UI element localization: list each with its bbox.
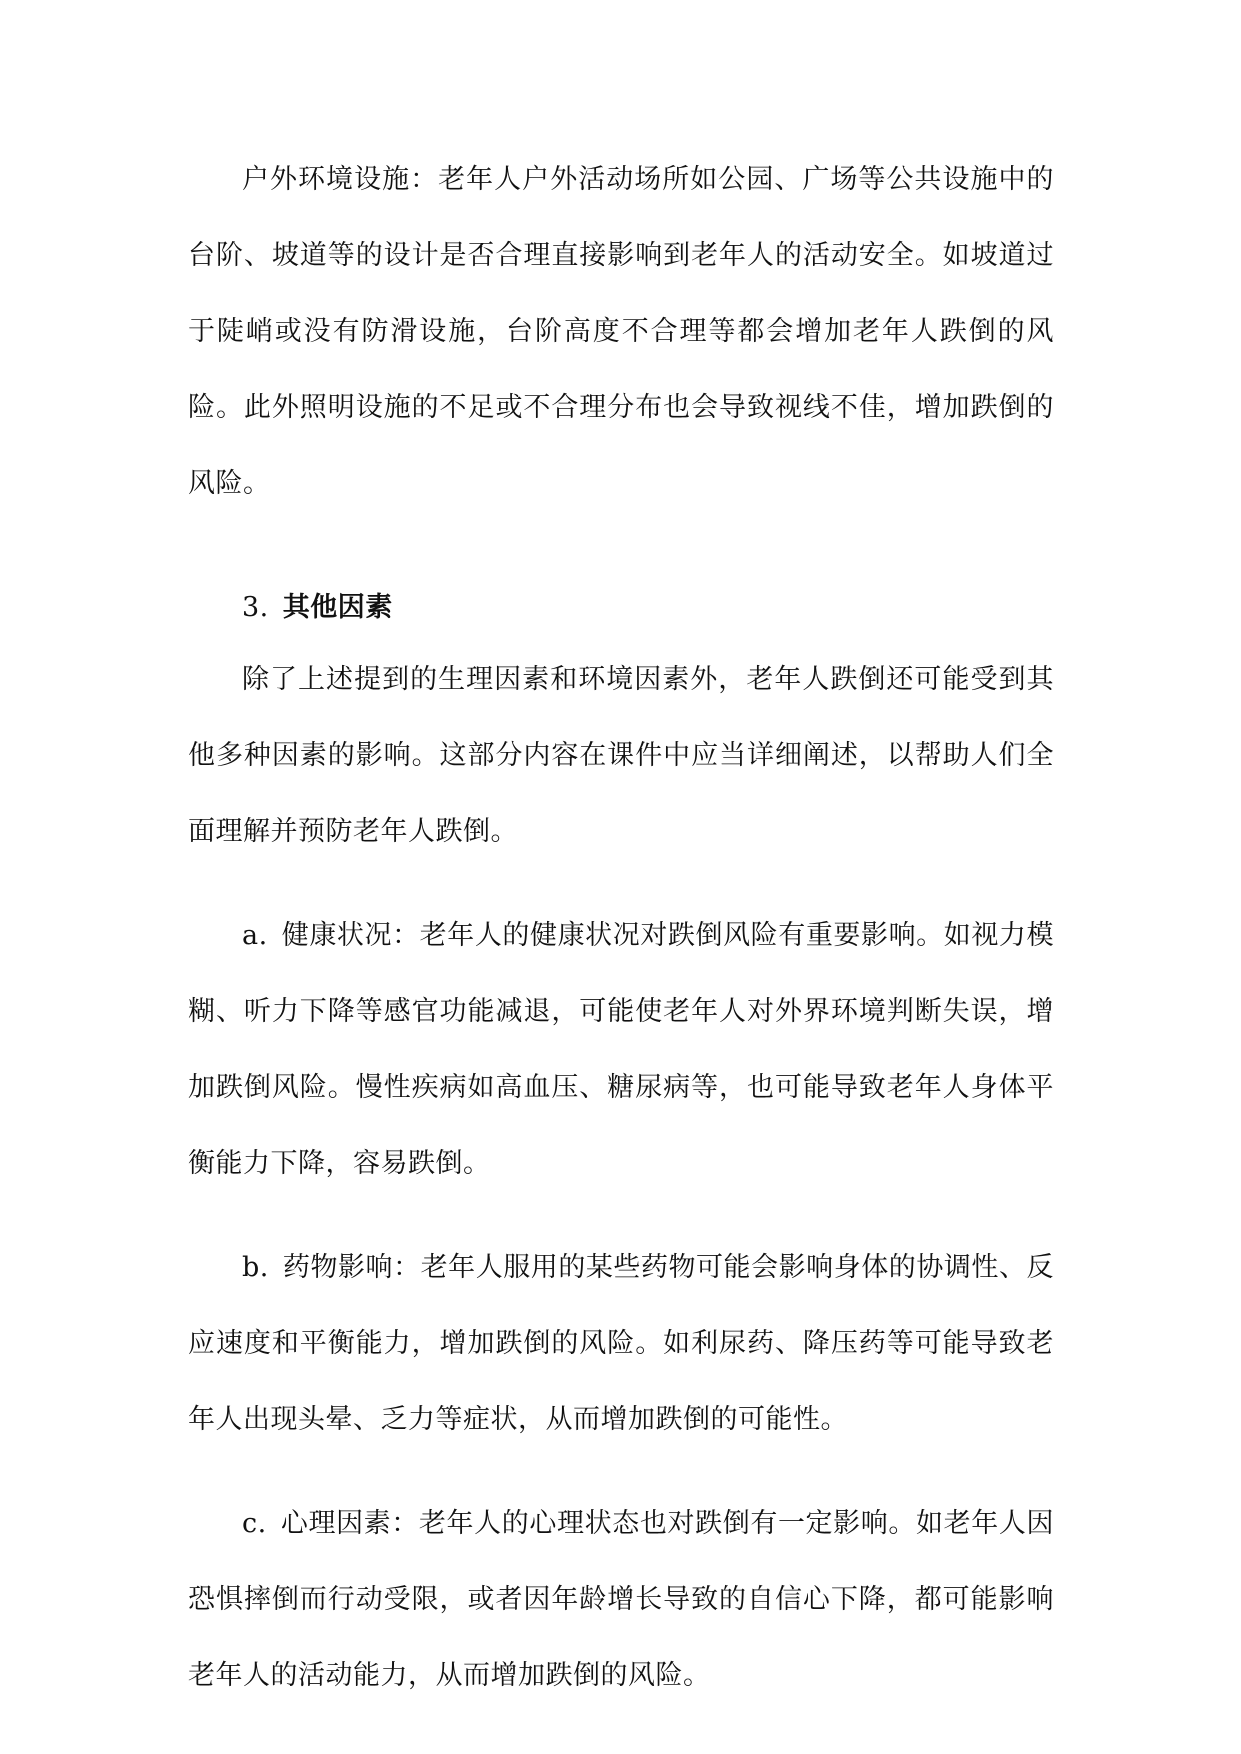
paragraph-outdoor-facilities: 户外环境设施：老年人户外活动场所如公园、广场等公共设施中的台阶、坡道等的设计是否合理直接影响到老年人的活动安全。如坡道过于陡峭或没有防滑设施，台阶高度不合理等都会增加老年人跌倒的风险。此外照明设施的不足或不合理分布也会导致视线不佳，增加跌倒的风险。 — [188, 164, 1054, 499]
section-heading-other-factors — [188, 578, 1054, 638]
section-number: 3. — [242, 592, 269, 623]
list-item-psychology — [188, 1486, 1054, 1714]
paragraph-other-factors-intro: 除了上述提到的生理因素和环境因素外，老年人跌倒还可能受到其他多种因素的影响。这部分内容在课件中应当详细阐述，以帮助人们全面理解并预防老年人跌倒。 — [188, 664, 1054, 847]
list-item-text: 药物影响：老年人服用的某些药物可能会影响身体的协调性、反应速度和平衡能力，增加跌倒的风险。如利尿药、降压药等可能导致老年人出现头晕、乏力等症状，从而增加跌倒的可能性。 — [188, 1252, 1054, 1435]
list-item-medication — [188, 1230, 1054, 1458]
section-title: 其他因素 — [282, 592, 393, 623]
list-item-text: 健康状况：老年人的健康状况对跌倒风险有重要影响。如视力模糊、听力下降等感官功能减退，可能使老年人对外界环境判断失误，增加跌倒风险。慢性疾病如高血压、糖尿病等，也可能导致老年人身体平衡能力下降，容易跌倒。 — [188, 920, 1054, 1179]
list-item-marker: b. — [242, 1252, 269, 1283]
list-item-marker: a. — [242, 920, 268, 951]
list-item-text: 心理因素：老年人的心理状态也对跌倒有一定影响。如老年人因恐惧摔倒而行动受限，或者因年龄增长导致的自信心下降，都可能影响老年人的活动能力，从而增加跌倒的风险。 — [188, 1508, 1054, 1691]
list-item-health-status — [188, 898, 1054, 1202]
list-item-marker: c. — [242, 1508, 267, 1539]
document-body — [188, 142, 1054, 1742]
